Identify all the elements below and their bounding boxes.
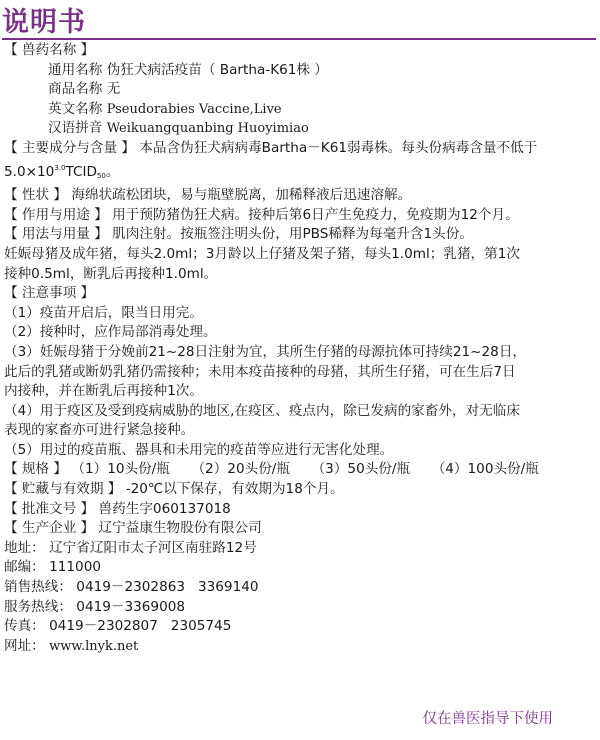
dosage-line-3: 接种0.5ml，断乳后再接种1.0ml。 [4,265,218,282]
character-row [4,186,596,206]
address-label: 地址： [4,539,45,556]
titer-base: 5.0×10 [4,163,55,180]
fax-value: 0419－2302807 2305745 [49,618,232,635]
dosage-header: 【 用法与用量 】 [4,226,108,243]
spec-option-2: （2）20头份/瓶 [191,461,290,478]
website-row [4,637,596,657]
address-value: 辽宁省辽阳市太子河区南驻路12号 [49,539,257,556]
precaution-item-3-line-1: （3）妊娠母猪于分娩前21~28日注射为宜，其所生仔猪的母源抗体可持续21~28日， [4,343,527,360]
trade-name-row [4,80,596,100]
titer-unit: TCID [65,163,97,180]
pinyin-label: 汉语拼音 [48,120,103,137]
dosage-row [4,225,596,245]
trade-name-label: 商品名称 [48,81,103,98]
pinyin-row [4,119,596,139]
composition-row [4,139,596,159]
service-hotline-row [4,598,596,618]
postcode-value: 111000 [49,559,102,576]
common-name-label: 通用名称 [48,61,103,78]
postcode-row [4,558,596,578]
fax-label: 传真： [4,618,45,635]
spec-option-4: （4）100头份/瓶 [431,461,539,478]
composition-titer-row [4,159,596,187]
specification-header: 【 规格 】 [4,461,68,478]
instruction-body [4,41,596,656]
precaution-item-2: （2）接种时，应作局部消毒处理。 [4,324,217,341]
indication-row [4,206,596,226]
english-name-value: Pseudorabies Vaccine,Live [106,101,282,117]
common-name-row [4,61,596,81]
service-hotline-value: 0419－3369008 [76,598,186,615]
precaution-item-4-line-1: （4）用于疫区及受到疫病威胁的地区,在疫区、疫点内，除已发病的家畜外，对无临床 [4,402,520,419]
indication-text: 用于预防猪伪狂犬病。接种后第6日产生免疫力，免疫期为12个月。 [112,206,519,223]
composition-text: 本品含伪狂犬病病毒Bartha－K61弱毒株。每头份病毒含量不低于 [139,139,538,156]
sales-hotline-label: 销售热线： [4,579,72,596]
fax-row [4,617,596,637]
document-title: 说明书 [2,7,86,38]
spec-option-3: （3）50头份/瓶 [311,461,411,478]
service-hotline-label: 服务热线： [4,598,72,615]
dosage-line-2: 妊娠母猪及成年猪，每头2.0ml；3月龄以上仔猪及架子猪，每头1.0ml；乳猪，第1次 [4,245,520,262]
precaution-item-3-line-2: 此后的乳猪或断奶乳猪仍需接种；未用本疫苗接种的母猪，其所生仔猪，可在生后7日 [4,363,516,380]
manufacturer-row [4,519,596,539]
sales-hotline-value: 0419－2302863 3369140 [76,579,259,596]
precaution-item-5: （5）用过的疫苗瓶、器具和未用完的疫苗等应进行无害化处理。 [4,441,394,458]
storage-text: -20℃以下保存，有效期为18个月。 [125,481,344,498]
specification-row [4,460,596,480]
title-divider [2,38,596,40]
precautions-header: 【 注意事项 】 [4,285,95,302]
manufacturer-header: 【 生产企业 】 [4,520,95,537]
precaution-item-4-line-2: 表现的家畜亦可进行紧急接种。 [4,422,195,439]
storage-row [4,480,596,500]
pinyin-value: Weikuangquanbing Huoyimiao [106,121,309,137]
veterinary-guidance-note: 仅在兽医指导下使用 [422,711,553,727]
composition-header: 【 主要成分与含量 】 [4,139,135,156]
titer-exponent: 3.0 [54,163,66,172]
precaution-item-3-line-3: 内接种，并在断乳后再接种1次。 [4,383,203,400]
name-section-header: 【 兽药名称 】 [4,42,95,58]
website-label: 网址： [4,637,45,654]
common-name-value: 伪狂犬病活疫苗（ Bartha-K61株 ） [106,61,328,78]
approval-number: 兽药生字060137018 [98,500,231,517]
character-text: 海绵状疏松团块，易与瓶壁脱离，加稀释液后迅速溶解。 [71,187,412,204]
sales-hotline-row [4,578,596,598]
indication-header: 【 作用与用途 】 [4,206,108,223]
approval-header: 【 批准文号 】 [4,500,95,517]
precaution-item-1: （1）疫苗开启后，限当日用完。 [4,304,203,321]
storage-header: 【 贮藏与有效期 】 [4,481,122,498]
spec-option-1: （1）10头份/瓶 [71,461,170,478]
manufacturer-name: 辽宁益康生物股份有限公司 [98,520,262,537]
english-name-label: 英文名称 [48,100,103,117]
approval-row [4,500,596,520]
postcode-label: 邮编： [4,559,45,576]
trade-name-value: 无 [106,81,121,98]
website-value: www.lnyk.net [49,638,139,654]
character-header: 【 性状 】 [4,187,68,204]
english-name-row [4,100,596,120]
dosage-text: 肌肉注射。按瓶签注明头份，用PBS稀释为每毫升含1头份。 [112,226,473,243]
titer-subscript: 50 [96,171,106,180]
titer-end: 。 [105,163,120,180]
address-row [4,539,596,559]
